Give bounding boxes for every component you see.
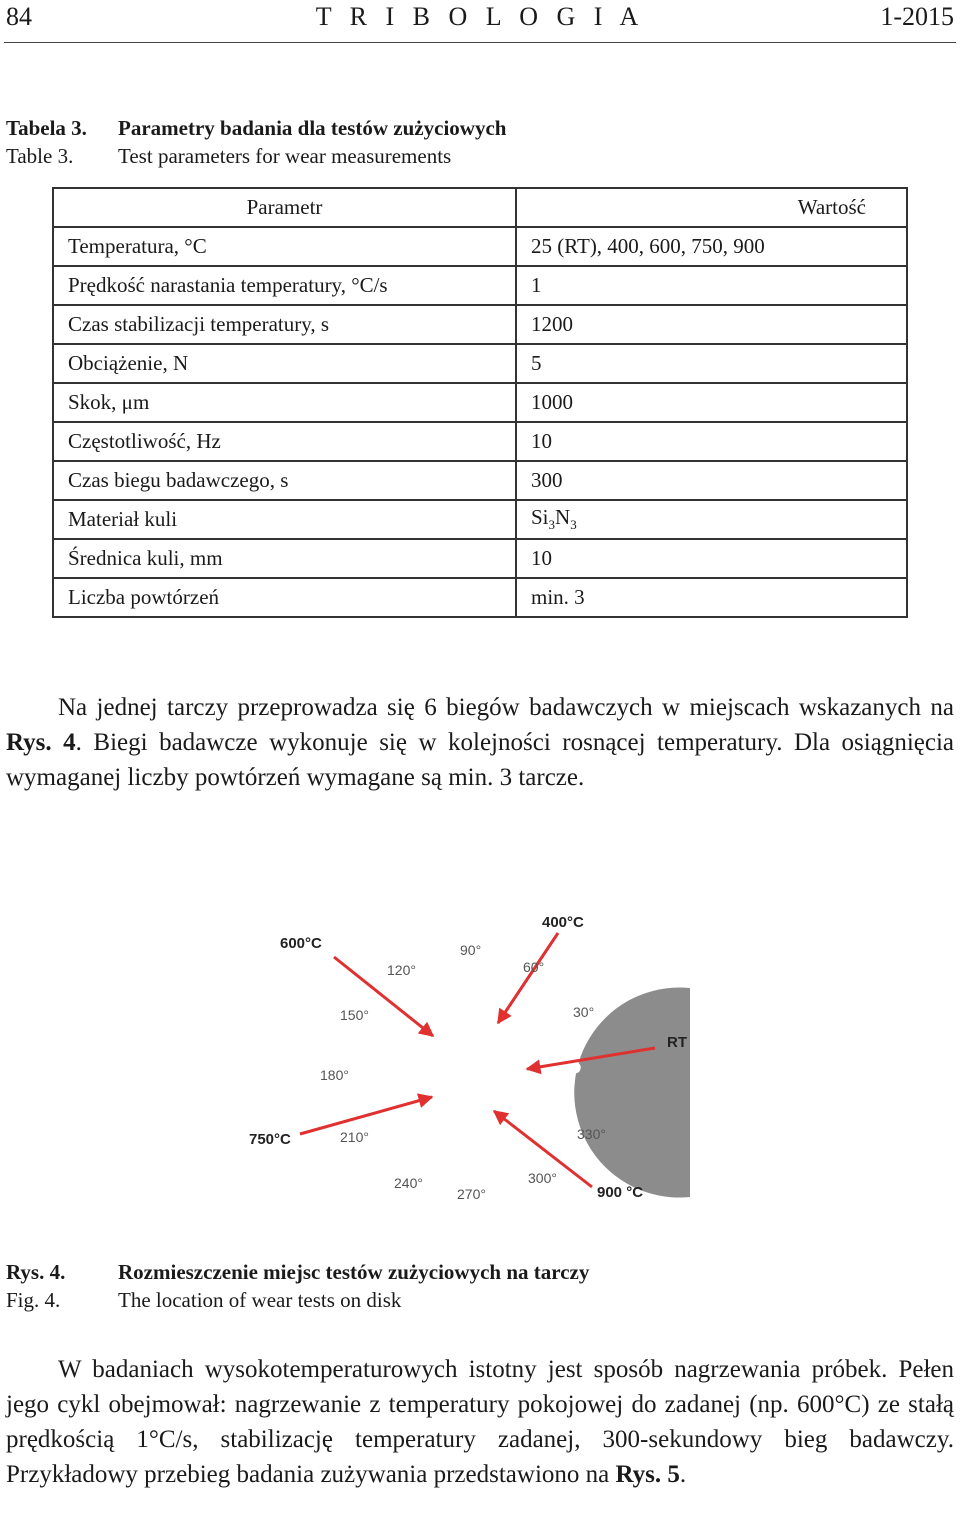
disk-figure xyxy=(240,905,690,1205)
journal-title: T R I B O L O G I A xyxy=(315,2,645,31)
figure-caption-en-label: Fig. 4. xyxy=(6,1288,61,1312)
test-spot-900 xyxy=(480,1096,496,1112)
parameters-table xyxy=(52,187,908,618)
table-row xyxy=(53,305,907,344)
param-cell: Średnica kuli, mm xyxy=(53,539,516,578)
value-cell: 10 xyxy=(516,539,907,578)
param-cell: Obciążenie, N xyxy=(53,344,516,383)
paragraph-2 xyxy=(6,1352,954,1492)
table-row xyxy=(53,344,907,383)
figure-caption-en-text: The location of wear tests on disk xyxy=(118,1288,402,1312)
param-cell: Częstotliwość, Hz xyxy=(53,422,516,461)
table-caption-pl-text: Parametry badania dla testów zużyciowych xyxy=(118,116,507,140)
table-row xyxy=(53,461,907,500)
test-spot-400 xyxy=(484,1024,500,1040)
table-row xyxy=(53,500,907,539)
param-cell: Czas biegu badawczego, s xyxy=(53,461,516,500)
temp-label: 600°C xyxy=(280,935,322,952)
table-caption-pl-label: Tabela 3. xyxy=(6,116,87,140)
table-caption-pl xyxy=(6,114,506,142)
table-caption-en-text: Test parameters for wear measurements xyxy=(118,144,452,168)
figure-caption-pl-label: Rys. 4. xyxy=(6,1260,66,1284)
angle-label: 60° xyxy=(523,959,545,975)
test-spot-600 xyxy=(433,1034,449,1050)
table-row xyxy=(53,422,907,461)
value-cell: 5 xyxy=(516,344,907,383)
angle-label: 150° xyxy=(340,1007,369,1023)
temp-label: 900 °C xyxy=(597,1184,644,1201)
temp-label: RT xyxy=(667,1034,687,1051)
header-parametr: Parametr xyxy=(53,188,516,227)
value-cell: min. 3 xyxy=(516,578,907,617)
paragraph-1 xyxy=(6,690,954,795)
running-header xyxy=(0,0,960,44)
angle-label: 330° xyxy=(577,1126,606,1142)
figure-reference: Rys. 5 xyxy=(615,1461,680,1488)
value-cell: 25 (RT), 400, 600, 750, 900 xyxy=(516,227,907,266)
param-cell: Prędkość narastania temperatury, °C/s xyxy=(53,266,516,305)
value-cell: 1200 xyxy=(516,305,907,344)
table-row xyxy=(53,227,907,266)
angle-label: 180° xyxy=(320,1067,349,1083)
paragraph-1-text-b: . Biegi badawcze wykonuje się w kolejności rosnącej temperatury. Dla osiągnięcia wymaganej liczby powtórzeń wymagane są min. 3 tarcze. xyxy=(6,729,954,791)
header-rule xyxy=(4,42,956,43)
table-caption-en-label: Table 3. xyxy=(6,144,74,168)
param-cell: Materiał kuli xyxy=(53,500,516,539)
param-cell: Czas stabilizacji temperatury, s xyxy=(53,305,516,344)
figure-caption-pl xyxy=(6,1258,589,1286)
param-cell: Skok, μm xyxy=(53,383,516,422)
angle-label: 270° xyxy=(457,1186,486,1202)
table-header-row xyxy=(53,188,907,227)
angle-label: 300° xyxy=(528,1170,557,1186)
formula-sub-2: 3 xyxy=(570,517,577,533)
value-cell: 300 xyxy=(516,461,907,500)
header-wartosc: Wartość xyxy=(516,188,907,227)
formula-sub-1: 3 xyxy=(548,517,556,533)
table-row xyxy=(53,539,907,578)
test-spot-750 xyxy=(432,1084,448,1100)
formula-si: Si xyxy=(531,505,549,530)
table-row xyxy=(53,578,907,617)
value-cell: 1 xyxy=(516,266,907,305)
figure-reference: Rys. 4 xyxy=(6,729,76,756)
param-cell: Liczba powtórzeń xyxy=(53,578,516,617)
figure-caption-pl-text: Rozmieszczenie miejsc testów zużyciowych na tarczy xyxy=(118,1260,590,1284)
temp-label: 400°C xyxy=(542,914,584,931)
angle-label: 120° xyxy=(387,962,416,978)
arrow-600 xyxy=(334,957,433,1036)
angle-label: 90° xyxy=(460,942,482,958)
temp-label: 750°C xyxy=(249,1131,291,1148)
angle-label: 240° xyxy=(394,1175,423,1191)
value-cell xyxy=(516,500,907,539)
angle-label: 210° xyxy=(340,1129,369,1145)
test-spot-rt xyxy=(509,1063,525,1079)
angle-label: 30° xyxy=(573,1004,595,1020)
paragraph-2-text-a: W badaniach wysokotemperaturowych istotny jest sposób nagrzewania próbek. Pełen jego cykl obejmował: nagrzewanie z temperatury pokojowej do zadanej (np. 600°C) ze stałą prędkością 1°C/s, stabilizację temperatury zadanej, 300-sekundowy bieg badawczy. Przykładowy przebieg badania zużywania przedstawiono na xyxy=(6,1356,954,1488)
table-row xyxy=(53,266,907,305)
issue-number: 1-2015 xyxy=(880,2,954,31)
value-cell: 1000 xyxy=(516,383,907,422)
table-row xyxy=(53,383,907,422)
param-cell: Temperatura, °C xyxy=(53,227,516,266)
page-number: 84 xyxy=(6,2,32,31)
value-cell: 10 xyxy=(516,422,907,461)
paragraph-1-text-a: Na jednej tarczy przeprowadza się 6 biegów badawczych w miejscach wskazanych na xyxy=(58,694,954,721)
figure-caption-en xyxy=(6,1286,401,1314)
table-caption-en xyxy=(6,142,451,170)
paragraph-2-text-b: . xyxy=(679,1461,687,1488)
formula-n: N xyxy=(555,505,571,530)
arrow-400 xyxy=(498,933,558,1023)
